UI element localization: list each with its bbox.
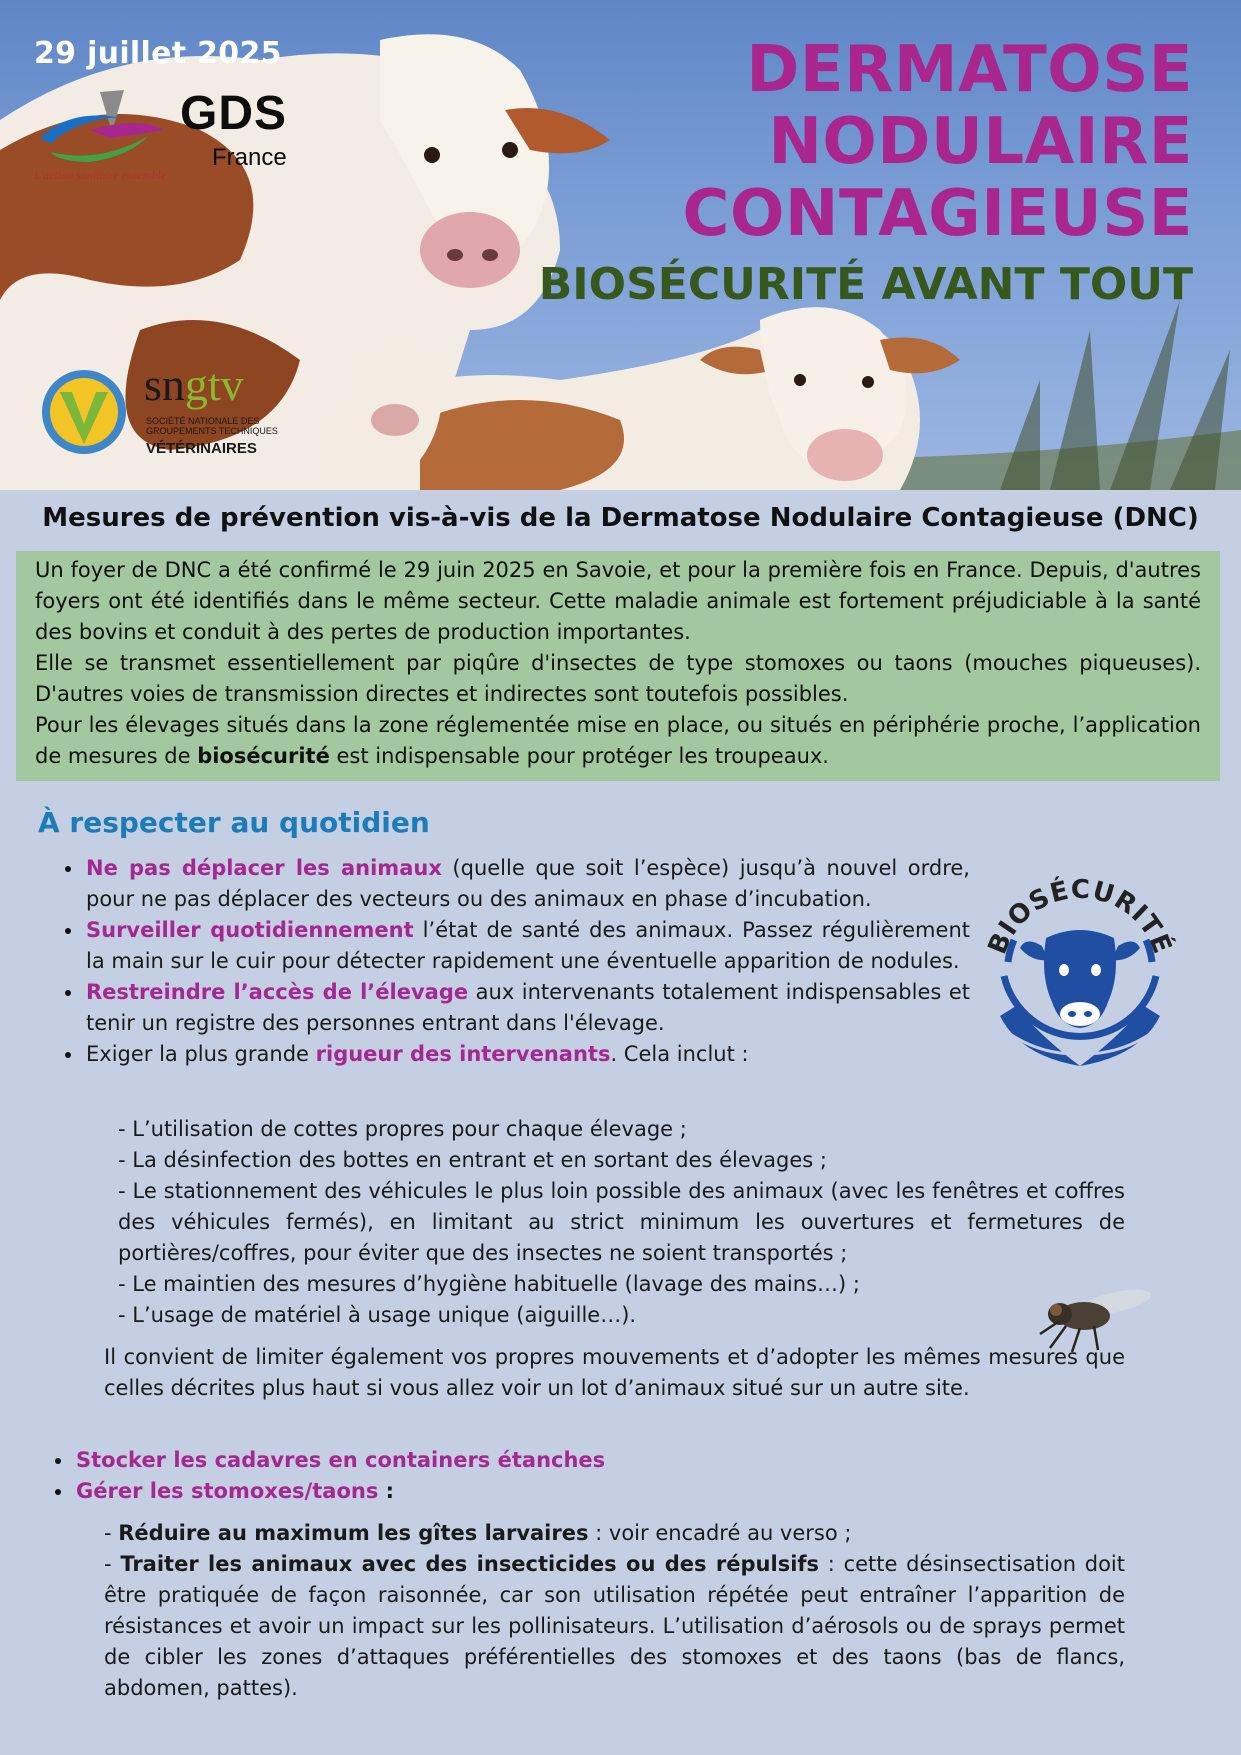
- sub-1-dash: -: [104, 1521, 119, 1545]
- list-item: [76, 1445, 1076, 1476]
- list-item: [86, 915, 970, 977]
- intervenants-sublist: [118, 1114, 1125, 1331]
- intro-paragraph-1: Un foyer de DNC a été confirmé le 29 juin 2025 en Savoie, et pour la première fois en France. Depuis, d'autres foyers ont été identifiés dans le même secteur. Cette maladie animale est fortement préjudiciable à la santé des bovins et conduit à des pertes de production importantes.: [35, 558, 1201, 644]
- bullet-4-highlight: rigueur des intervenants: [315, 1042, 611, 1066]
- sub-2-bold: Traiter les animaux avec des insecticides ou des répulsifs: [120, 1552, 820, 1576]
- cow-hands-icon: [980, 866, 1180, 1086]
- sngtv-veterinaires: VÉTÉRINAIRES: [146, 440, 257, 457]
- title-line-3: CONTAGIEUSE: [682, 177, 1193, 251]
- bullet-5-highlight: Stocker les cadavres en containers étanches: [76, 1448, 606, 1472]
- subtitle: BIOSÉCURITÉ AVANT TOUT: [538, 259, 1193, 310]
- sngtv-v-icon: [40, 368, 130, 458]
- sngtv-prefix: sn: [144, 359, 185, 410]
- sub-2-text: : cette désinsectisation doit être pratiquée de façon raisonnée, car son utilisation répétée peut entraîner l’apparition de résistances et avoir un impact sur les pollinisateurs. L’utilisation d’aérosols ou de sprays permet de cibler les zones d’attaques préférentielles des stomoxes et des taons (bas de flancs, abdomen, pattes).: [104, 1552, 1125, 1700]
- list-item: - Le stationnement des véhicules le plus loin possible des animaux (avec les fenêtres et coffres des véhicules fermés), en limitant au strict minimum les ouvertures et fermetures de portières/coffres, pour éviter que des insectes ne soient transportés ;: [118, 1179, 1125, 1265]
- stomoxes-sublist: [104, 1518, 1125, 1704]
- intro-p3-end: est indispensable pour protéger les troupeaux.: [329, 744, 829, 768]
- title-line-2: NODULAIRE: [768, 105, 1193, 179]
- bullet-4-start: Exiger la plus grande: [86, 1042, 316, 1066]
- sngtv-line-1: SOCIÉTÉ NATIONALE DES: [146, 416, 260, 426]
- list-item: - Le maintien des mesures d’hygiène habituelle (lavage des mains…) ;: [118, 1272, 860, 1296]
- publication-date: 29 juillet 2025: [34, 36, 282, 71]
- gds-swoosh-icon: [30, 86, 180, 176]
- gds-name: GDS: [180, 87, 288, 140]
- bullet-1-highlight: Ne pas déplacer les animaux: [86, 856, 442, 880]
- main-title: [433, 34, 1193, 316]
- list-item: [104, 1549, 1125, 1704]
- intro-p3-bold: biosécurité: [197, 744, 330, 768]
- bullet-2-text: l’état de santé des animaux. Passez régulièrement la main sur le cuir pour détecter rapidement une éventuelle apparition de nodules.: [86, 918, 970, 973]
- sngtv-wordmark: [144, 358, 244, 411]
- badge-text: BIOSÉCURITÉ: [982, 874, 1178, 959]
- mouvements-note: Il convient de limiter également vos propres mouvements et d’adopter les mêmes mesures que celles décrites plus haut si vous allez voir un lot d’animaux situé sur un autre site.: [104, 1345, 1125, 1400]
- bullet-4-end: . Cela inclut :: [610, 1042, 749, 1066]
- header-banner: [0, 0, 1241, 490]
- bullet-3-text: aux intervenants totalement indispensables et tenir un registre des personnes entrant dans l'élevage.: [86, 980, 970, 1035]
- sngtv-line-2: GROUPEMENTS TECHNIQUES: [146, 426, 278, 436]
- list-item: [86, 1039, 970, 1070]
- sngtv-suffix: gtv: [184, 359, 244, 410]
- sngtv-fullname: [146, 416, 278, 436]
- bullet-2-highlight: Surveiller quotidiennement: [86, 918, 414, 942]
- list-item: [104, 1518, 1125, 1549]
- bullet-6-highlight: Gérer les stomoxes/taons: [76, 1479, 379, 1503]
- biosecurite-badge: [980, 866, 1180, 1086]
- sub-2-dash: -: [104, 1552, 121, 1576]
- sngtv-logo: [40, 359, 280, 468]
- daily-bullet-list-2: [76, 1445, 1076, 1507]
- bullet-3-highlight: Restreindre l’accès de l’élevage: [86, 980, 469, 1004]
- section-title: Mesures de prévention vis-à-vis de la Dermatose Nodulaire Contagieuse (DNC): [42, 503, 1199, 533]
- gds-tagline: L'action sanitaire ensemble: [34, 168, 167, 182]
- bullet-1-text: (quelle que soit l’espèce) jusqu’à nouvel ordre, pour ne pas déplacer des vecteurs ou des animaux en phase d’incubation.: [86, 856, 970, 911]
- intro-box: [16, 551, 1220, 781]
- title-line-1: DERMATOSE: [746, 33, 1193, 107]
- list-item: - L’usage de matériel à usage unique (aiguille…).: [118, 1303, 637, 1327]
- intro-paragraph-2: Elle se transmet essentiellement par piqûre d'insectes de type stomoxes ou taons (mouches piqueuses). D'autres voies de transmission directes et indirectes sont toutefois possibles.: [35, 651, 1201, 706]
- gds-france-logo: [30, 86, 330, 186]
- sub-1-bold: Réduire au maximum les gîtes larvaires: [118, 1521, 589, 1545]
- daily-heading: À respecter au quotidien: [38, 806, 430, 839]
- bullet-6-end: :: [378, 1479, 395, 1503]
- gds-country: France: [212, 144, 287, 171]
- intro-paragraph-3: [35, 710, 1201, 772]
- intro-p3-start: Pour les élevages situés dans la zone réglementée mise en place, ou situés en périphérie proche, l’application de mesures de: [35, 713, 1201, 768]
- list-item: - La désinfection des bottes en entrant et en sortant des élevages ;: [118, 1148, 827, 1172]
- sub-1-text: : voir encadré au verso ;: [588, 1521, 852, 1545]
- list-item: [86, 853, 970, 915]
- daily-bullet-list: [86, 853, 970, 1070]
- list-item: [86, 977, 970, 1039]
- list-item: [76, 1476, 1076, 1507]
- list-item: - L’utilisation de cottes propres pour chaque élevage ;: [118, 1117, 687, 1141]
